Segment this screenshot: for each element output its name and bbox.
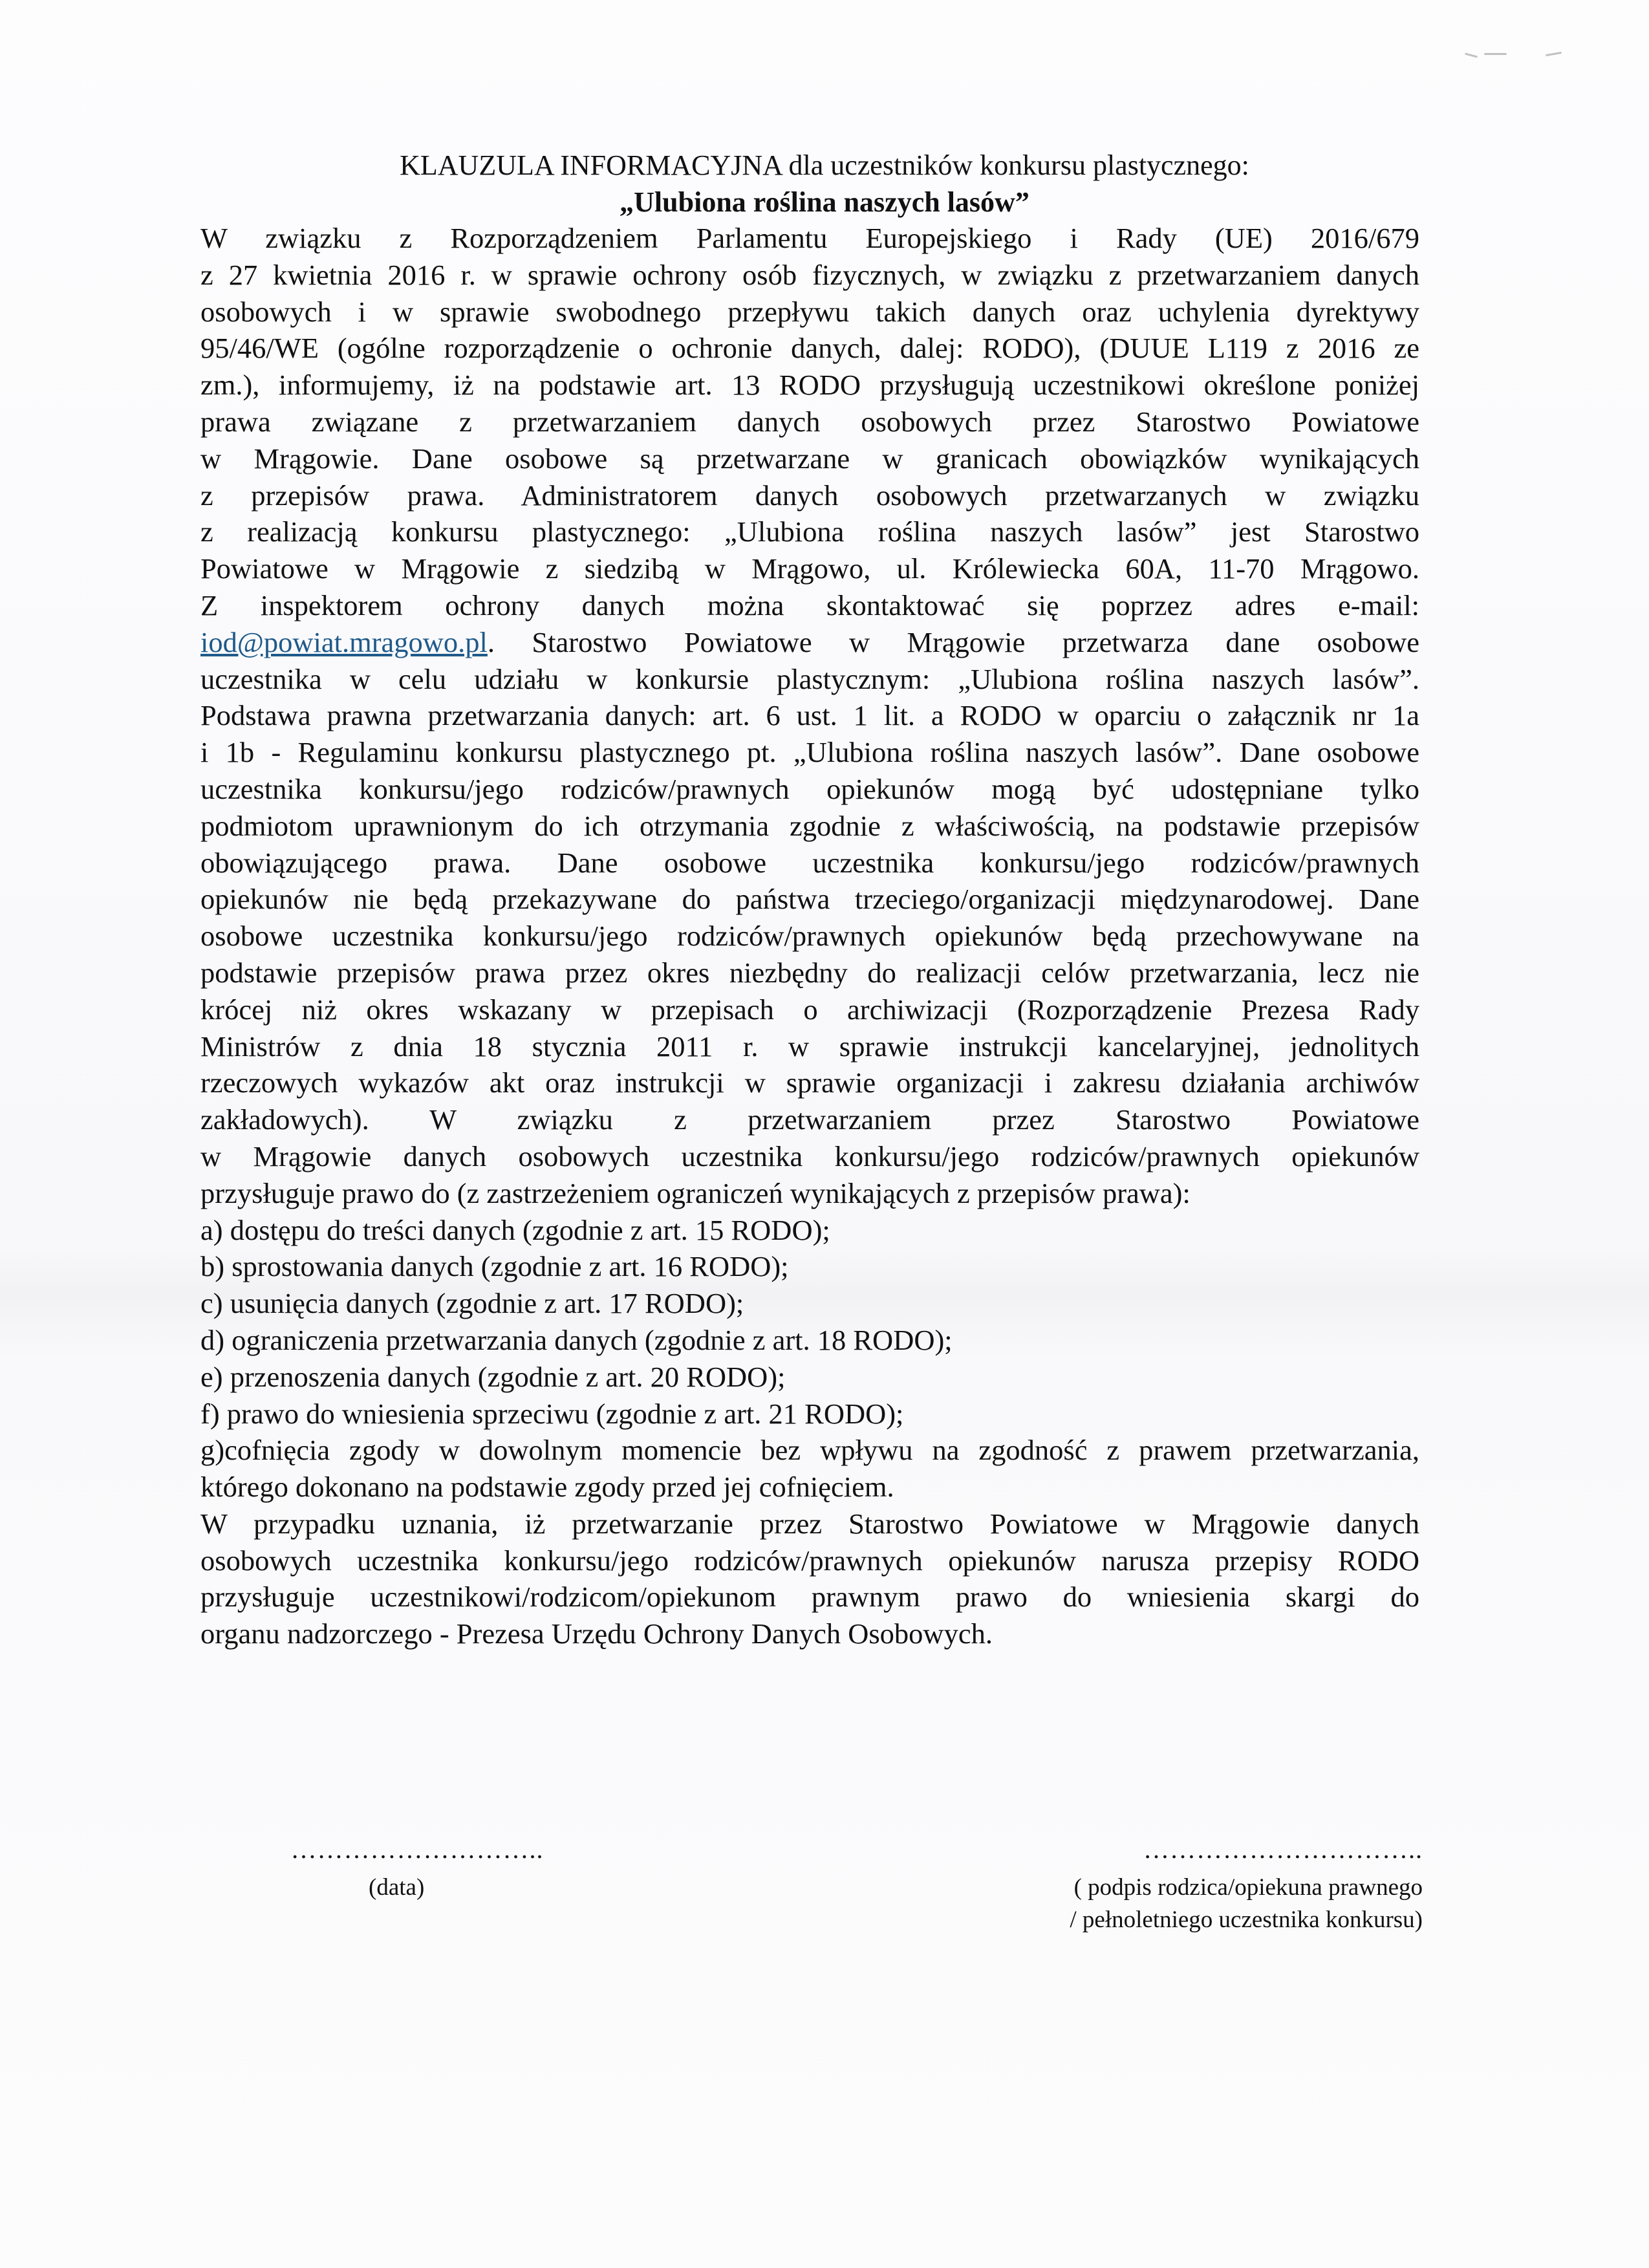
closing-line: przysługuje uczestnikowi/rodzicom/opiekunom prawnym prawo do wniesienia skargi do (200, 1581, 1419, 1614)
rights-line: b) sprostowania danych (zgodnie z art. 16 RODO); (200, 1250, 789, 1283)
lines1-line: Z inspektorem ochrony danych można skontaktować się poprzez adres e-mail: (200, 589, 1419, 621)
lines1-line: W związku z Rozporządzeniem Parlamentu Europejskiego i Rady (UE) 2016/679 (200, 222, 1419, 254)
signature-field-dots[interactable]: ………………………….. (1143, 1835, 1423, 1864)
document-subtitle: „Ulubiona roślina naszych lasów” (620, 186, 1029, 218)
lines2-line: i 1b - Regulaminu konkursu plastycznego pt. „Ulubiona roślina naszych lasów”. Dane osobowe (200, 736, 1419, 769)
lines2-line: przysługuje prawo do (z zastrzeżeniem ograniczeń wynikających z przepisów prawa): (200, 1176, 1191, 1209)
lines2-line: obowiązującego prawa. Dane osobowe uczestnika konkursu/jego rodziców/prawnych (200, 846, 1419, 879)
closing-line: W przypadku uznania, iż przetwarzanie przez Starostwo Powiatowe w Mrągowie danych (200, 1507, 1419, 1540)
lines1-line: z 27 kwietnia 2016 r. w sprawie ochrony osób fizycznych, w związku z przetwarzaniem danych (200, 258, 1419, 291)
lines2-line: zakładowych). W związku z przetwarzaniem przez Starostwo Powiatowe (200, 1103, 1419, 1136)
lines2-line: podmiotom uprawnionym do ich otrzymania zgodnie z właściwością, na podstawie przepisów (200, 809, 1419, 842)
document-body (200, 220, 1419, 1652)
closing-paragraph (200, 1506, 1419, 1652)
date-signature-block (249, 1837, 585, 1904)
lines2-line: osobowe uczestnika konkursu/jego rodziców/prawnych opiekunów będą przechowywane na (200, 920, 1419, 953)
email-link[interactable]: iod@powiat.mragowo.pl (200, 625, 488, 658)
lines1-line: osobowych i w sprawie swobodnego przepływu takich danych oraz uchylenia dyrektywy (200, 295, 1419, 328)
rights-line: d) ograniczenia przetwarzania danych (zgodnie z art. 18 RODO); (200, 1323, 953, 1356)
date-label: (data) (369, 1874, 425, 1901)
lines2-line: uczestnika w celu udziału w konkursie plastycznym: „Ulubiona roślina naszych lasów”. (200, 662, 1419, 695)
lines2-line: opiekunów nie będą przekazywane do państwa trzeciego/organizacji międzynarodowej. Dane (200, 883, 1419, 916)
right-g (200, 1432, 1419, 1506)
rightg-line: którego dokonano na podstawie zgody przed jej cofnięciem. (200, 1471, 894, 1504)
intro-paragraph (200, 220, 1419, 624)
lines2-line: Ministrów z dnia 18 stycznia 2011 r. w sprawie instrukcji kancelaryjnej, jednolitych (200, 1030, 1419, 1063)
processing-paragraph (200, 661, 1419, 1212)
date-field-dots[interactable]: ……………………….. (290, 1835, 544, 1864)
scan-artifact (1465, 45, 1613, 65)
email-line-rest: . Starostwo Powiatowe w Mrągowie przetwarza dane osobowe (487, 625, 1419, 658)
rights-line: a) dostępu do treści danych (zgodnie z art. 15 RODO); (200, 1213, 830, 1246)
signature-label-line-2: / pełnoletniego uczestnika konkursu) (1070, 1906, 1423, 1933)
lines2-line: uczestnika konkursu/jego rodziców/prawnych opiekunów mogą być udostępniane tylko (200, 772, 1419, 805)
signature-label (1035, 1872, 1423, 1936)
lines1-line: z przepisów prawa. Administratorem danych osobowych przetwarzanych w związku (200, 479, 1419, 512)
lines1-line: prawa związane z przetwarzaniem danych osobowych przez Starostwo Powiatowe (200, 405, 1419, 438)
lines1-line: z realizacją konkursu plastycznego: „Ulubiona roślina naszych lasów” jest Starostwo (200, 515, 1419, 548)
rights-line: e) przenoszenia danych (zgodnie z art. 20 RODO); (200, 1360, 786, 1393)
lines2-line: w Mrągowie danych osobowych uczestnika konkursu/jego rodziców/prawnych opiekunów (200, 1139, 1419, 1172)
parent-signature-block (1035, 1837, 1423, 1936)
closing-line: osobowych uczestnika konkursu/jego rodziców/prawnych opiekunów narusza przepisy RODO (200, 1544, 1419, 1577)
rights-line: c) usunięcia danych (zgodnie z art. 17 RODO); (200, 1287, 744, 1320)
lines2-line: podstawie przepisów prawa przez okres niezbędny do realizacji celów przetwarzania, lecz nie (200, 956, 1419, 989)
lines1-line: zm.), informujemy, iż na podstawie art. 13 RODO przysługują uczestnikowi określone poniżej (200, 369, 1419, 402)
lines2-line: rzeczowych wykazów akt oraz instrukcji w sprawie organizacji i zakresu działania archiwów (200, 1066, 1419, 1099)
document-title: KLAUZULA INFORMACYJNA dla uczestników konkursu plastycznego: (400, 149, 1249, 181)
lines2-line: krócej niż okres wskazany w przepisach o archiwizacji (Rozporządzenie Prezesa Rady (200, 993, 1419, 1026)
rights-list (200, 1212, 1419, 1432)
lines2-line: Podstawa prawna przetwarzania danych: art. 6 ust. 1 lit. a RODO w oparciu o załącznik nr 1a (200, 699, 1419, 732)
rights-line: f) prawo do wniesienia sprzeciwu (zgodnie z art. 21 RODO); (200, 1397, 904, 1430)
lines1-line: w Mrągowie. Dane osobowe są przetwarzane w granicach obowiązków wynikających (200, 442, 1419, 475)
closing-line: organu nadzorczego - Prezesa Urzędu Ochrony Danych Osobowych. (200, 1617, 993, 1650)
signature-label-line-1: ( podpis rodzica/opiekuna prawnego (1073, 1874, 1423, 1901)
lines1-line: Powiatowe w Mrągowie z siedzibą w Mrągowo, ul. Królewiecka 60A, 11-70 Mrągowo. (200, 552, 1419, 585)
lines1-line: 95/46/WE (ogólne rozporządzenie o ochronie danych, dalej: RODO), (DUUE L119 z 2016 ze (200, 332, 1419, 365)
email-line (200, 624, 1419, 661)
rightg-line: g)cofnięcia zgody w dowolnym momencie bez wpływu na zgodność z prawem przetwarzania, (200, 1434, 1419, 1467)
